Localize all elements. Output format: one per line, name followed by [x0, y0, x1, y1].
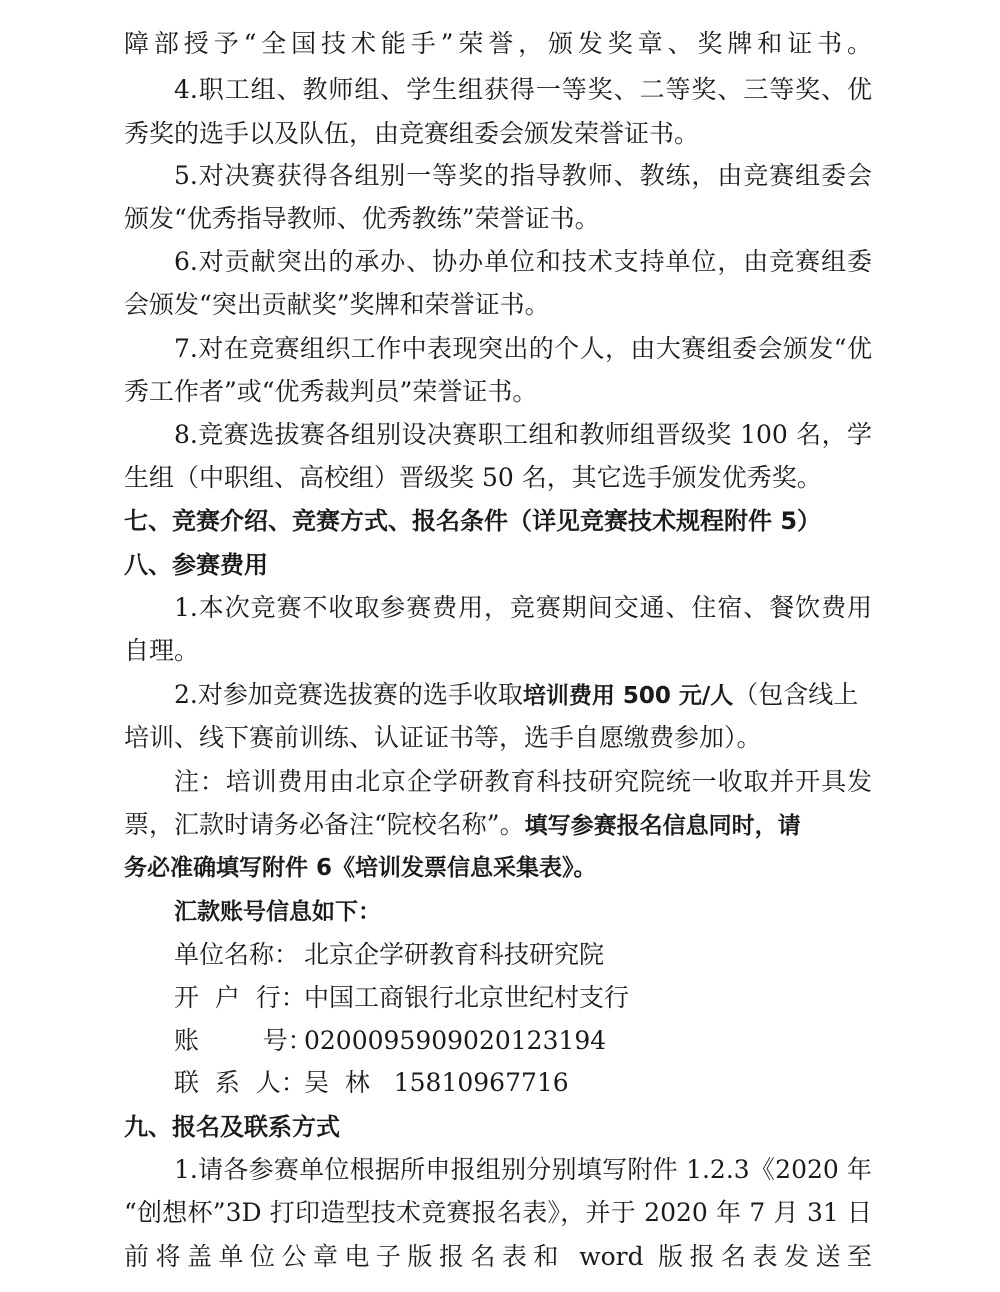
- account-number-row: [174, 1021, 872, 1061]
- text-line: 注：培训费用由北京企学研教育科技研究院统一收取并开具发: [174, 767, 872, 796]
- bold-notice-line: 务必准确填写附件 6《培训发票信息采集表》。: [124, 855, 597, 881]
- contact-row: [174, 1063, 872, 1103]
- text-line: 会颁发“突出贡献奖”奖牌和荣誉证书。: [124, 290, 550, 319]
- text-line: 障部授予“全国技术能手”荣誉，颁发奖章、奖牌和证书。: [124, 29, 872, 58]
- bold-notice: 填写参赛报名信息同时，请: [524, 813, 801, 839]
- section-heading-9: 九、报名及联系方式: [124, 1113, 340, 1141]
- text-span: （包含线上: [733, 680, 859, 709]
- bank-value: 中国工商银行北京世纪村支行: [304, 983, 630, 1012]
- section-heading-7: 七、竞赛介绍、竞赛方式、报名条件（详见竞赛技术规程附件 5）: [124, 507, 822, 535]
- text-line: 8.竞赛选拔赛各组别设决赛职工组和教师组晋级奖 100 名，学: [174, 420, 872, 449]
- bank-label: 开 户 行：: [174, 983, 306, 1012]
- account-number-value: 0200095909020123194: [304, 1026, 607, 1055]
- contact-label: 联 系 人：: [174, 1068, 306, 1097]
- training-fee-highlight: 培训费用 500 元/人: [522, 683, 734, 709]
- text-line: 1.请各参赛单位根据所申报组别分别填写附件 1.2.3《2020 年: [174, 1155, 872, 1184]
- account-name-label: 单位名称：: [174, 940, 300, 969]
- text-line: 前将盖单位公章电子版报名表和 word 版报名表发送至: [124, 1242, 872, 1271]
- text-line: 培训、线下赛前训练、认证证书等，选手自愿缴费参加）。: [124, 723, 762, 752]
- text-line: [124, 805, 872, 845]
- text-span: 2.对参加竞赛选拔赛的选手收取: [174, 680, 523, 709]
- text-line: 4.职工组、教师组、学生组获得一等奖、二等奖、三等奖、优: [174, 75, 872, 104]
- text-line: 1.本次竞赛不收取参赛费用，竞赛期间交通、住宿、餐饮费用: [174, 593, 872, 622]
- text-span: 票，汇款时请务必备注“院校名称”。: [124, 810, 525, 839]
- text-line: 自理。: [124, 636, 200, 665]
- bank-row: [174, 978, 872, 1018]
- text-line: 7.对在竞赛组织工作中表现突出的个人，由大赛组委会颁发“优: [174, 334, 872, 363]
- text-line: 秀奖的选手以及队伍，由竞赛组委会颁发荣誉证书。: [124, 119, 700, 148]
- text-line: “创想杯”3D 打印造型技术竞赛报名表》，并于 2020 年 7 月 31 日: [124, 1198, 872, 1227]
- account-name-value: 北京企学研教育科技研究院: [304, 940, 605, 969]
- text-line: 秀工作者”或“优秀裁判员”荣誉证书。: [124, 377, 538, 406]
- section-heading-8: 八、参赛费用: [124, 551, 268, 579]
- text-line: 6.对贡献突出的承办、协办单位和技术支持单位，由竞赛组委: [174, 247, 872, 276]
- text-line: [174, 675, 872, 715]
- text-line: 生组（中职组、高校组）晋级奖 50 名，其它选手颁发优秀奖。: [124, 463, 822, 492]
- account-name-row: [174, 935, 872, 975]
- contact-value: 吴 林 15810967716: [304, 1068, 569, 1097]
- text-line: 颁发“优秀指导教师、优秀教练”荣誉证书。: [124, 204, 600, 233]
- text-line: 5.对决赛获得各组别一等奖的指导教师、教练，由竞赛组委会: [174, 161, 872, 190]
- account-number-label: 账 号：: [174, 1026, 313, 1055]
- account-info-title: 汇款账号信息如下：: [174, 899, 381, 925]
